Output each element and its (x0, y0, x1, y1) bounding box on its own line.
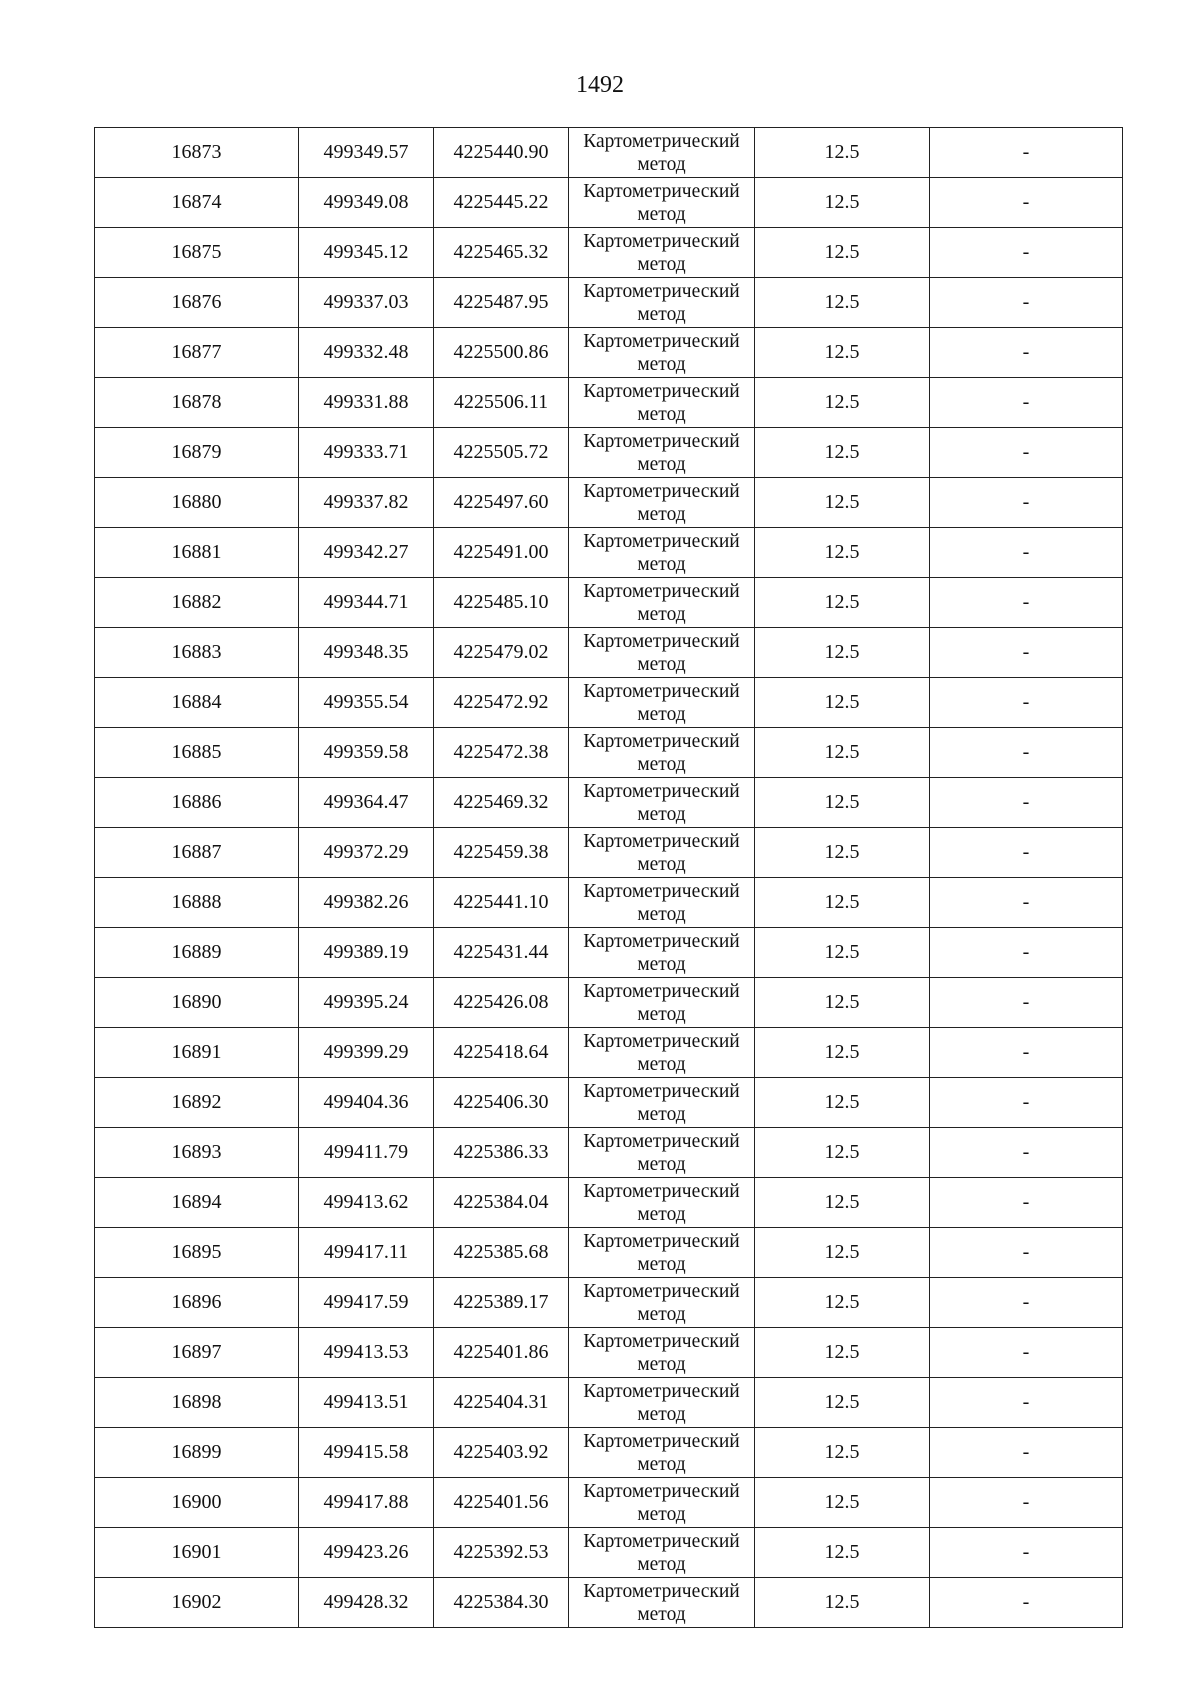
note-cell: - (930, 778, 1123, 828)
table-row (95, 1378, 1123, 1428)
accuracy-cell: 12.5 (755, 378, 930, 428)
accuracy-cell: 12.5 (755, 778, 930, 828)
x-coordinate-cell: 499413.51 (299, 1378, 434, 1428)
method-cell (569, 1228, 755, 1278)
accuracy-cell: 12.5 (755, 628, 930, 678)
note-cell: - (930, 1578, 1123, 1628)
method-text: метод (637, 453, 686, 475)
method-text: метод (637, 1353, 686, 1375)
point-id-cell: 16890 (95, 978, 299, 1028)
method-text: Картометрический (583, 630, 740, 652)
point-id-cell: 16873 (95, 128, 299, 178)
method-text: Картометрический (583, 1480, 740, 1502)
method-text: метод (637, 703, 686, 725)
note-cell: - (930, 578, 1123, 628)
x-coordinate-cell: 499355.54 (299, 678, 434, 728)
table-row (95, 1128, 1123, 1178)
accuracy-cell: 12.5 (755, 1428, 930, 1478)
method-text: метод (637, 953, 686, 975)
point-id-cell: 16881 (95, 528, 299, 578)
accuracy-cell: 12.5 (755, 128, 930, 178)
method-cell (569, 1278, 755, 1328)
point-id-cell: 16896 (95, 1278, 299, 1328)
x-coordinate-cell: 499389.19 (299, 928, 434, 978)
accuracy-cell: 12.5 (755, 678, 930, 728)
method-text: Картометрический (583, 680, 740, 702)
x-coordinate-cell: 499331.88 (299, 378, 434, 428)
point-id-cell: 16893 (95, 1128, 299, 1178)
point-id-cell: 16892 (95, 1078, 299, 1128)
point-id-cell: 16884 (95, 678, 299, 728)
point-id-cell: 16900 (95, 1478, 299, 1528)
method-text: метод (637, 1303, 686, 1325)
accuracy-cell: 12.5 (755, 1028, 930, 1078)
point-id-cell: 16889 (95, 928, 299, 978)
method-text: метод (637, 353, 686, 375)
point-id-cell: 16876 (95, 278, 299, 328)
method-text: Картометрический (583, 1330, 740, 1352)
table-row (95, 328, 1123, 378)
point-id-cell: 16895 (95, 1228, 299, 1278)
y-coordinate-cell: 4225505.72 (434, 428, 569, 478)
method-text: метод (637, 1603, 686, 1625)
table-row (95, 878, 1123, 928)
method-text: Картометрический (583, 1180, 740, 1202)
note-cell: - (930, 178, 1123, 228)
method-cell (569, 178, 755, 228)
x-coordinate-cell: 499333.71 (299, 428, 434, 478)
accuracy-cell: 12.5 (755, 1378, 930, 1428)
note-cell: - (930, 528, 1123, 578)
x-coordinate-cell: 499337.03 (299, 278, 434, 328)
x-coordinate-cell: 499423.26 (299, 1528, 434, 1578)
table-row (95, 978, 1123, 1028)
y-coordinate-cell: 4225386.33 (434, 1128, 569, 1178)
method-cell (569, 1028, 755, 1078)
point-id-cell: 16891 (95, 1028, 299, 1078)
x-coordinate-cell: 499342.27 (299, 528, 434, 578)
note-cell: - (930, 378, 1123, 428)
accuracy-cell: 12.5 (755, 1178, 930, 1228)
method-text: Картометрический (583, 1130, 740, 1152)
x-coordinate-cell: 499404.36 (299, 1078, 434, 1128)
point-id-cell: 16875 (95, 228, 299, 278)
x-coordinate-cell: 499372.29 (299, 828, 434, 878)
accuracy-cell: 12.5 (755, 928, 930, 978)
x-coordinate-cell: 499399.29 (299, 1028, 434, 1078)
table-row (95, 428, 1123, 478)
accuracy-cell: 12.5 (755, 1128, 930, 1178)
note-cell: - (930, 1128, 1123, 1178)
table-row (95, 1478, 1123, 1528)
y-coordinate-cell: 4225384.30 (434, 1578, 569, 1628)
y-coordinate-cell: 4225406.30 (434, 1078, 569, 1128)
method-text: метод (637, 903, 686, 925)
accuracy-cell: 12.5 (755, 1478, 930, 1528)
method-text: Картометрический (583, 1430, 740, 1452)
table-row (95, 228, 1123, 278)
point-id-cell: 16886 (95, 778, 299, 828)
method-text: метод (637, 403, 686, 425)
method-text: Картометрический (583, 1580, 740, 1602)
method-text: метод (637, 203, 686, 225)
method-cell (569, 378, 755, 428)
y-coordinate-cell: 4225506.11 (434, 378, 569, 428)
method-text: Картометрический (583, 130, 740, 152)
x-coordinate-cell: 499428.32 (299, 1578, 434, 1628)
table-row (95, 128, 1123, 178)
method-text: Картометрический (583, 780, 740, 802)
point-id-cell: 16878 (95, 378, 299, 428)
accuracy-cell: 12.5 (755, 428, 930, 478)
x-coordinate-cell: 499364.47 (299, 778, 434, 828)
table-row (95, 1078, 1123, 1128)
y-coordinate-cell: 4225401.86 (434, 1328, 569, 1378)
point-id-cell: 16877 (95, 328, 299, 378)
accuracy-cell: 12.5 (755, 1528, 930, 1578)
method-text: Картометрический (583, 280, 740, 302)
method-text: метод (637, 1053, 686, 1075)
note-cell: - (930, 1078, 1123, 1128)
accuracy-cell: 12.5 (755, 528, 930, 578)
method-cell (569, 478, 755, 528)
y-coordinate-cell: 4225384.04 (434, 1178, 569, 1228)
note-cell: - (930, 828, 1123, 878)
method-cell (569, 1178, 755, 1228)
y-coordinate-cell: 4225469.32 (434, 778, 569, 828)
method-text: метод (637, 1103, 686, 1125)
x-coordinate-cell: 499411.79 (299, 1128, 434, 1178)
x-coordinate-cell: 499349.08 (299, 178, 434, 228)
table-row (95, 478, 1123, 528)
method-text: метод (637, 253, 686, 275)
y-coordinate-cell: 4225491.00 (434, 528, 569, 578)
coordinates-table (94, 127, 1123, 1628)
note-cell: - (930, 1278, 1123, 1328)
y-coordinate-cell: 4225485.10 (434, 578, 569, 628)
method-text: метод (637, 753, 686, 775)
method-text: Картометрический (583, 730, 740, 752)
method-text: метод (637, 1453, 686, 1475)
note-cell: - (930, 1528, 1123, 1578)
method-text: метод (637, 653, 686, 675)
note-cell: - (930, 928, 1123, 978)
table-row (95, 578, 1123, 628)
accuracy-cell: 12.5 (755, 1278, 930, 1328)
note-cell: - (930, 428, 1123, 478)
method-text: Картометрический (583, 430, 740, 452)
method-text: Картометрический (583, 1280, 740, 1302)
method-cell (569, 328, 755, 378)
method-text: метод (637, 1153, 686, 1175)
y-coordinate-cell: 4225497.60 (434, 478, 569, 528)
y-coordinate-cell: 4225403.92 (434, 1428, 569, 1478)
x-coordinate-cell: 499417.59 (299, 1278, 434, 1328)
point-id-cell: 16888 (95, 878, 299, 928)
method-text: Картометрический (583, 1030, 740, 1052)
accuracy-cell: 12.5 (755, 328, 930, 378)
y-coordinate-cell: 4225445.22 (434, 178, 569, 228)
method-text: Картометрический (583, 480, 740, 502)
method-text: метод (637, 1003, 686, 1025)
table-row (95, 378, 1123, 428)
y-coordinate-cell: 4225440.90 (434, 128, 569, 178)
method-cell (569, 628, 755, 678)
table-row (95, 278, 1123, 328)
method-text: Картометрический (583, 330, 740, 352)
x-coordinate-cell: 499332.48 (299, 328, 434, 378)
note-cell: - (930, 1028, 1123, 1078)
method-cell (569, 928, 755, 978)
point-id-cell: 16874 (95, 178, 299, 228)
y-coordinate-cell: 4225472.38 (434, 728, 569, 778)
method-cell (569, 278, 755, 328)
method-text: метод (637, 1553, 686, 1575)
method-text: метод (637, 603, 686, 625)
note-cell: - (930, 128, 1123, 178)
y-coordinate-cell: 4225418.64 (434, 1028, 569, 1078)
method-text: Картометрический (583, 180, 740, 202)
method-text: метод (637, 553, 686, 575)
x-coordinate-cell: 499395.24 (299, 978, 434, 1028)
y-coordinate-cell: 4225479.02 (434, 628, 569, 678)
x-coordinate-cell: 499359.58 (299, 728, 434, 778)
point-id-cell: 16882 (95, 578, 299, 628)
x-coordinate-cell: 499417.88 (299, 1478, 434, 1528)
method-text: Картометрический (583, 1380, 740, 1402)
table-row (95, 778, 1123, 828)
accuracy-cell: 12.5 (755, 828, 930, 878)
table-row (95, 1278, 1123, 1328)
method-cell (569, 1578, 755, 1628)
y-coordinate-cell: 4225487.95 (434, 278, 569, 328)
point-id-cell: 16899 (95, 1428, 299, 1478)
method-text: Картометрический (583, 1080, 740, 1102)
x-coordinate-cell: 499382.26 (299, 878, 434, 928)
note-cell: - (930, 1228, 1123, 1278)
method-text: Картометрический (583, 380, 740, 402)
note-cell: - (930, 728, 1123, 778)
x-coordinate-cell: 499413.53 (299, 1328, 434, 1378)
method-cell (569, 1478, 755, 1528)
x-coordinate-cell: 499345.12 (299, 228, 434, 278)
method-cell (569, 228, 755, 278)
y-coordinate-cell: 4225404.31 (434, 1378, 569, 1428)
y-coordinate-cell: 4225465.32 (434, 228, 569, 278)
table-row (95, 928, 1123, 978)
note-cell: - (930, 228, 1123, 278)
method-cell (569, 1328, 755, 1378)
x-coordinate-cell: 499348.35 (299, 628, 434, 678)
page-number: 1492 (576, 72, 624, 98)
method-text: метод (637, 1253, 686, 1275)
table-row (95, 828, 1123, 878)
method-text: метод (637, 1503, 686, 1525)
method-cell (569, 1078, 755, 1128)
point-id-cell: 16880 (95, 478, 299, 528)
table-row (95, 1178, 1123, 1228)
y-coordinate-cell: 4225500.86 (434, 328, 569, 378)
table-row (95, 728, 1123, 778)
note-cell: - (930, 628, 1123, 678)
method-text: Картометрический (583, 930, 740, 952)
method-text: метод (637, 803, 686, 825)
method-cell (569, 1528, 755, 1578)
method-text: Картометрический (583, 1530, 740, 1552)
method-text: Картометрический (583, 580, 740, 602)
table-row (95, 1028, 1123, 1078)
point-id-cell: 16902 (95, 1578, 299, 1628)
note-cell: - (930, 978, 1123, 1028)
y-coordinate-cell: 4225459.38 (434, 828, 569, 878)
method-cell (569, 728, 755, 778)
method-text: метод (637, 303, 686, 325)
table-row (95, 1428, 1123, 1478)
method-cell (569, 828, 755, 878)
note-cell: - (930, 678, 1123, 728)
accuracy-cell: 12.5 (755, 278, 930, 328)
method-text: метод (637, 1403, 686, 1425)
x-coordinate-cell: 499337.82 (299, 478, 434, 528)
y-coordinate-cell: 4225392.53 (434, 1528, 569, 1578)
accuracy-cell: 12.5 (755, 1228, 930, 1278)
accuracy-cell: 12.5 (755, 728, 930, 778)
method-cell (569, 578, 755, 628)
method-text: Картометрический (583, 980, 740, 1002)
point-id-cell: 16879 (95, 428, 299, 478)
x-coordinate-cell: 499344.71 (299, 578, 434, 628)
y-coordinate-cell: 4225426.08 (434, 978, 569, 1028)
method-text: Картометрический (583, 1230, 740, 1252)
method-text: Картометрический (583, 230, 740, 252)
accuracy-cell: 12.5 (755, 1078, 930, 1128)
method-cell (569, 878, 755, 928)
note-cell: - (930, 1178, 1123, 1228)
y-coordinate-cell: 4225472.92 (434, 678, 569, 728)
table-row (95, 678, 1123, 728)
y-coordinate-cell: 4225441.10 (434, 878, 569, 928)
method-cell (569, 428, 755, 478)
x-coordinate-cell: 499413.62 (299, 1178, 434, 1228)
method-text: Картометрический (583, 830, 740, 852)
method-cell (569, 678, 755, 728)
method-text: метод (637, 153, 686, 175)
accuracy-cell: 12.5 (755, 878, 930, 928)
note-cell: - (930, 328, 1123, 378)
accuracy-cell: 12.5 (755, 1328, 930, 1378)
y-coordinate-cell: 4225385.68 (434, 1228, 569, 1278)
method-text: Картометрический (583, 530, 740, 552)
y-coordinate-cell: 4225389.17 (434, 1278, 569, 1328)
table-row (95, 1578, 1123, 1628)
accuracy-cell: 12.5 (755, 178, 930, 228)
method-text: метод (637, 853, 686, 875)
point-id-cell: 16894 (95, 1178, 299, 1228)
method-cell (569, 528, 755, 578)
y-coordinate-cell: 4225431.44 (434, 928, 569, 978)
table-row (95, 1228, 1123, 1278)
point-id-cell: 16887 (95, 828, 299, 878)
accuracy-cell: 12.5 (755, 1578, 930, 1628)
table-row (95, 528, 1123, 578)
table-row (95, 1328, 1123, 1378)
note-cell: - (930, 1378, 1123, 1428)
method-cell (569, 128, 755, 178)
table-row (95, 178, 1123, 228)
accuracy-cell: 12.5 (755, 228, 930, 278)
x-coordinate-cell: 499415.58 (299, 1428, 434, 1478)
table-row (95, 628, 1123, 678)
method-cell (569, 1378, 755, 1428)
method-text: метод (637, 503, 686, 525)
method-cell (569, 778, 755, 828)
table-row (95, 1528, 1123, 1578)
method-cell (569, 978, 755, 1028)
note-cell: - (930, 878, 1123, 928)
point-id-cell: 16897 (95, 1328, 299, 1378)
note-cell: - (930, 1428, 1123, 1478)
method-text: Картометрический (583, 880, 740, 902)
x-coordinate-cell: 499349.57 (299, 128, 434, 178)
point-id-cell: 16898 (95, 1378, 299, 1428)
accuracy-cell: 12.5 (755, 978, 930, 1028)
method-cell (569, 1128, 755, 1178)
note-cell: - (930, 278, 1123, 328)
method-text: метод (637, 1203, 686, 1225)
note-cell: - (930, 1328, 1123, 1378)
note-cell: - (930, 1478, 1123, 1528)
coordinates-table-body (95, 128, 1123, 1628)
accuracy-cell: 12.5 (755, 578, 930, 628)
note-cell: - (930, 478, 1123, 528)
accuracy-cell: 12.5 (755, 478, 930, 528)
point-id-cell: 16885 (95, 728, 299, 778)
method-cell (569, 1428, 755, 1478)
point-id-cell: 16901 (95, 1528, 299, 1578)
y-coordinate-cell: 4225401.56 (434, 1478, 569, 1528)
x-coordinate-cell: 499417.11 (299, 1228, 434, 1278)
point-id-cell: 16883 (95, 628, 299, 678)
